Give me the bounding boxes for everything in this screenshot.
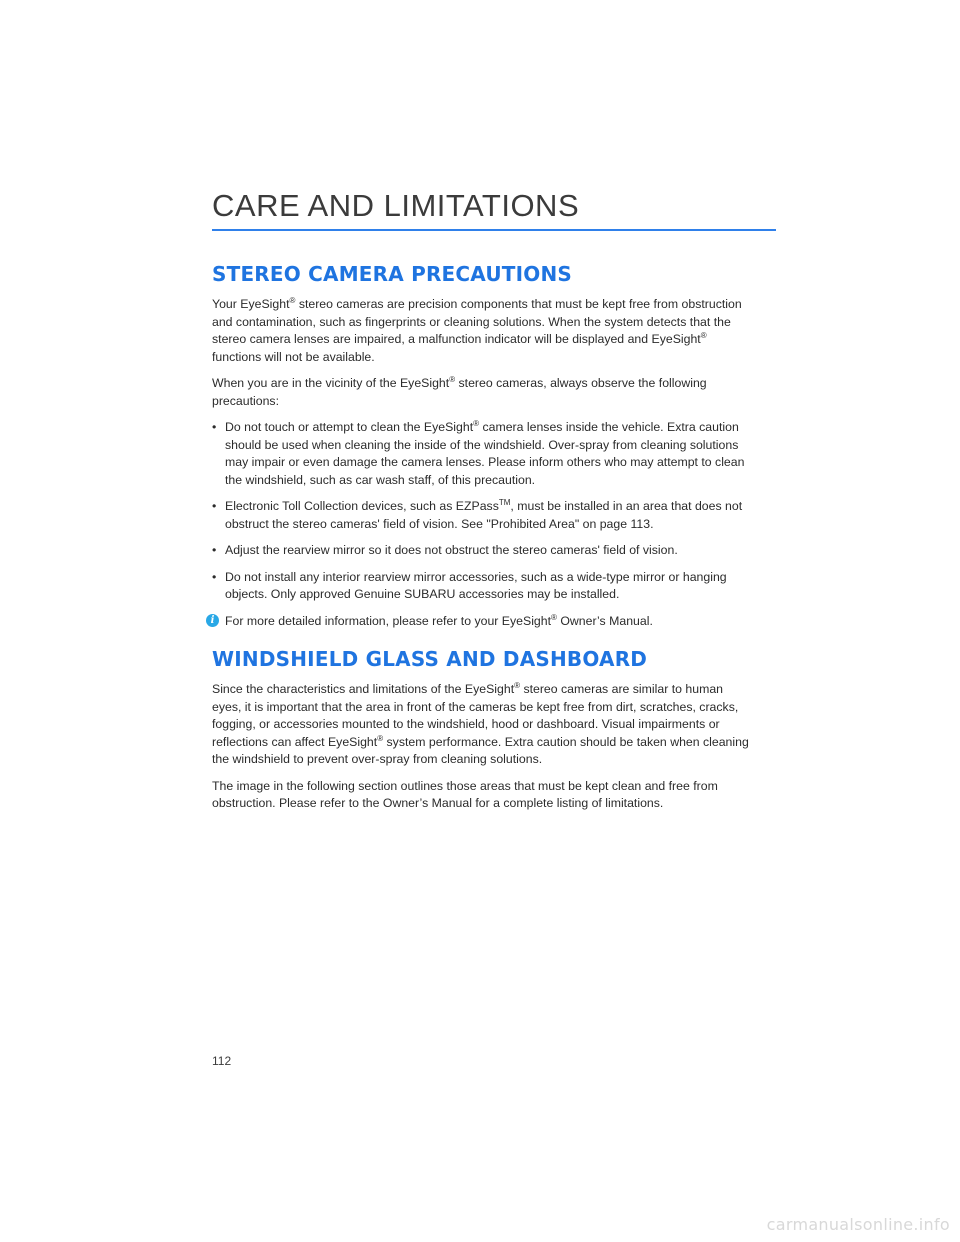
chapter-title: CARE AND LIMITATIONS (212, 188, 580, 223)
precautions-list (212, 419, 752, 604)
page-number: 112 (212, 1054, 232, 1068)
registered-mark: ® (449, 374, 456, 384)
list-item: • Do not install any interior rearview mirror accessories, such as a wide-type mirror or hanging objects. Only approved Genuine SUBARU accessories may be installed. (212, 569, 752, 604)
section-heading-windshield: WINDSHIELD GLASS AND DASHBOARD (212, 647, 648, 671)
paragraph-vicinity: When you are in the vicinity of the EyeSight® stereo cameras, always observe the following precautions: (212, 374, 707, 408)
section-heading-stereo-camera: STEREO CAMERA PRECAUTIONS (212, 262, 573, 286)
watermark: carmanualsonline.info (766, 1215, 950, 1234)
paragraph-windshield: Since the characteristics and limitations of the EyeSight® stereo cameras are similar to human eyes, it is important that the area in front of the cameras be kept free from dirt, scratches, cracks, fogging, or accessories mounted to the windshield, hood or dashboard. Visual impairments or reflections can affect EyeSight® system performance. Extra caution should be taken when cleaning the windshield to prevent over-spray from cleaning solutions. (212, 680, 749, 766)
list-item: • Electronic Toll Collection devices, such as EZPass™, must be installed in an area that does not obstruct the stereo cameras' field of vision. See "Prohibited Area" on page 113. (212, 498, 752, 533)
paragraph-intro: Your EyeSight® stereo cameras are precision components that must be kept free from obstruction and contamination, such as fingerprints or cleaning solutions. When the system detects that the stereo camera lenses are impaired, a malfunction indicator will be displayed and EyeSight® functions will not be available. (212, 295, 742, 364)
registered-mark: ® (551, 612, 557, 622)
list-item: • Do not touch or attempt to clean the EyeSight® camera lenses inside the vehicle. Extra caution should be used when cleaning the inside of the windshield. Over-spray from cleaning solutions may impair or even damage the camera lenses. Please inform others who may attempt to clean the windshield, such as car wash staff, of this precaution. (212, 419, 752, 489)
trademark-mark: TM (498, 497, 511, 507)
registered-mark: ® (289, 295, 296, 305)
registered-mark: ® (514, 680, 521, 690)
registered-mark: ® (473, 418, 480, 428)
paragraph-image-reference: The image in the following section outlines those areas that must be kept clean and free from obstruction. Please refer to the Owner’s Manual for a complete listing of limitations. (212, 778, 718, 810)
list-item: • Adjust the rearview mirror so it does not obstruct the stereo cameras' field of vision. (212, 542, 752, 560)
registered-mark: ® (700, 330, 707, 340)
info-note: i For more detailed information, please refer to your EyeSight® Owner’s Manual. (212, 613, 752, 631)
page-content (212, 262, 752, 822)
info-icon: i (206, 614, 219, 627)
chapter-divider (212, 229, 776, 231)
registered-mark: ® (377, 733, 384, 743)
